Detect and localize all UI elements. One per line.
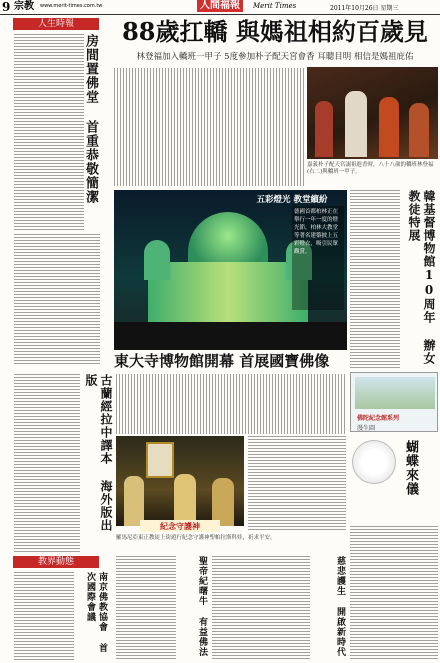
bible-headline: 古蘭經拉中譯本 海外版出版 — [84, 374, 113, 532]
person-figure — [409, 103, 429, 157]
icon-banner — [146, 442, 174, 478]
bottom-body-2 — [116, 556, 176, 660]
guardian-caption: 羅馬尼亞東正教徒上街遊行紀念守護神聖帕拉斯科娃，祈求平安。 — [116, 535, 276, 541]
bottom-body-3 — [212, 556, 310, 660]
section-name: 宗教 — [14, 1, 34, 12]
guardian-side-text — [248, 436, 346, 532]
masthead-rule — [0, 14, 440, 15]
procession-figure — [124, 476, 144, 526]
procession-figure — [212, 478, 234, 526]
lead-subhead: 林登福加入轎班一甲子 5度參加朴子配天宮會香 耳聰目明 相信是媽祖庇佑 — [136, 52, 414, 62]
bottom-story1-headline: 南京佛教協會 首次國際會議 — [85, 572, 107, 653]
paper-logo: 人間福報 — [197, 0, 243, 12]
guardian-tag: 紀念守護神 — [140, 520, 220, 532]
lead-headline: 88歲扛轎 與媽祖相約百歲見 — [122, 17, 428, 46]
lead-photo — [307, 67, 438, 159]
korea-headline: 韓基督博物館10周年 辦女教徒特展 — [407, 190, 436, 365]
sidebar-text — [14, 34, 84, 230]
procession-figure — [174, 474, 196, 526]
butterfly-illustration — [352, 440, 396, 484]
museum-body — [116, 374, 346, 434]
sidebar-label: 人生時報 — [13, 18, 99, 30]
sidebar-text-2 — [14, 234, 100, 366]
landscape-drawing — [355, 377, 435, 409]
issue-date: 2011年10月26日 星期三 — [330, 5, 399, 12]
lead-body — [114, 68, 306, 186]
lead-photo-caption: 嘉義朴子配天宮謁祖進香時，八十八歲的轎班林登福(右二)與轎班一甲子。 — [307, 162, 434, 175]
bottom-story3-headline: 慈悲護生 開啟新時代 — [335, 556, 345, 657]
site-url: www.merit-times.com.tw — [40, 3, 103, 9]
lights-photo — [114, 190, 347, 350]
person-figure — [345, 91, 367, 157]
museum-headline: 東大寺博物館開幕 首展國寶佛像 — [114, 352, 330, 370]
butterfly-headline: 蝴蝶來儀 — [403, 440, 418, 496]
bible-body — [14, 374, 80, 552]
cathedral-tower — [144, 240, 170, 280]
paper-name-en: Merit Times — [253, 2, 297, 10]
korea-body — [350, 190, 400, 368]
lights-tag: 五彩燈光 教堂繽紛 — [256, 195, 328, 205]
butterfly-box-label: 佛陀紀念館系列 — [357, 415, 400, 422]
lights-caption: 德國首都柏林正在舉行一年一度的燈光節，柏林大教堂等著名建築披上五彩燈衣，吸引民眾觀賞。 — [292, 206, 344, 310]
bottom-story2-headline: 聖帝紀曙牛 有益佛法 — [197, 556, 207, 657]
page-number: 9 — [2, 0, 11, 14]
bottom-body-1 — [14, 572, 74, 660]
person-figure — [315, 101, 333, 157]
sidebar-headline: 房間置佛堂 首重恭敬簡潔 — [83, 34, 98, 204]
butterfly-body — [350, 526, 438, 660]
bottom-label: 教界動態 — [13, 556, 99, 568]
masthead — [0, 0, 440, 14]
crowd-silhouette — [114, 322, 347, 350]
person-figure — [379, 97, 399, 157]
butterfly-box-sub: 漫生圓 — [357, 425, 376, 432]
butterfly-box — [350, 372, 438, 432]
guardian-photo — [116, 436, 244, 526]
